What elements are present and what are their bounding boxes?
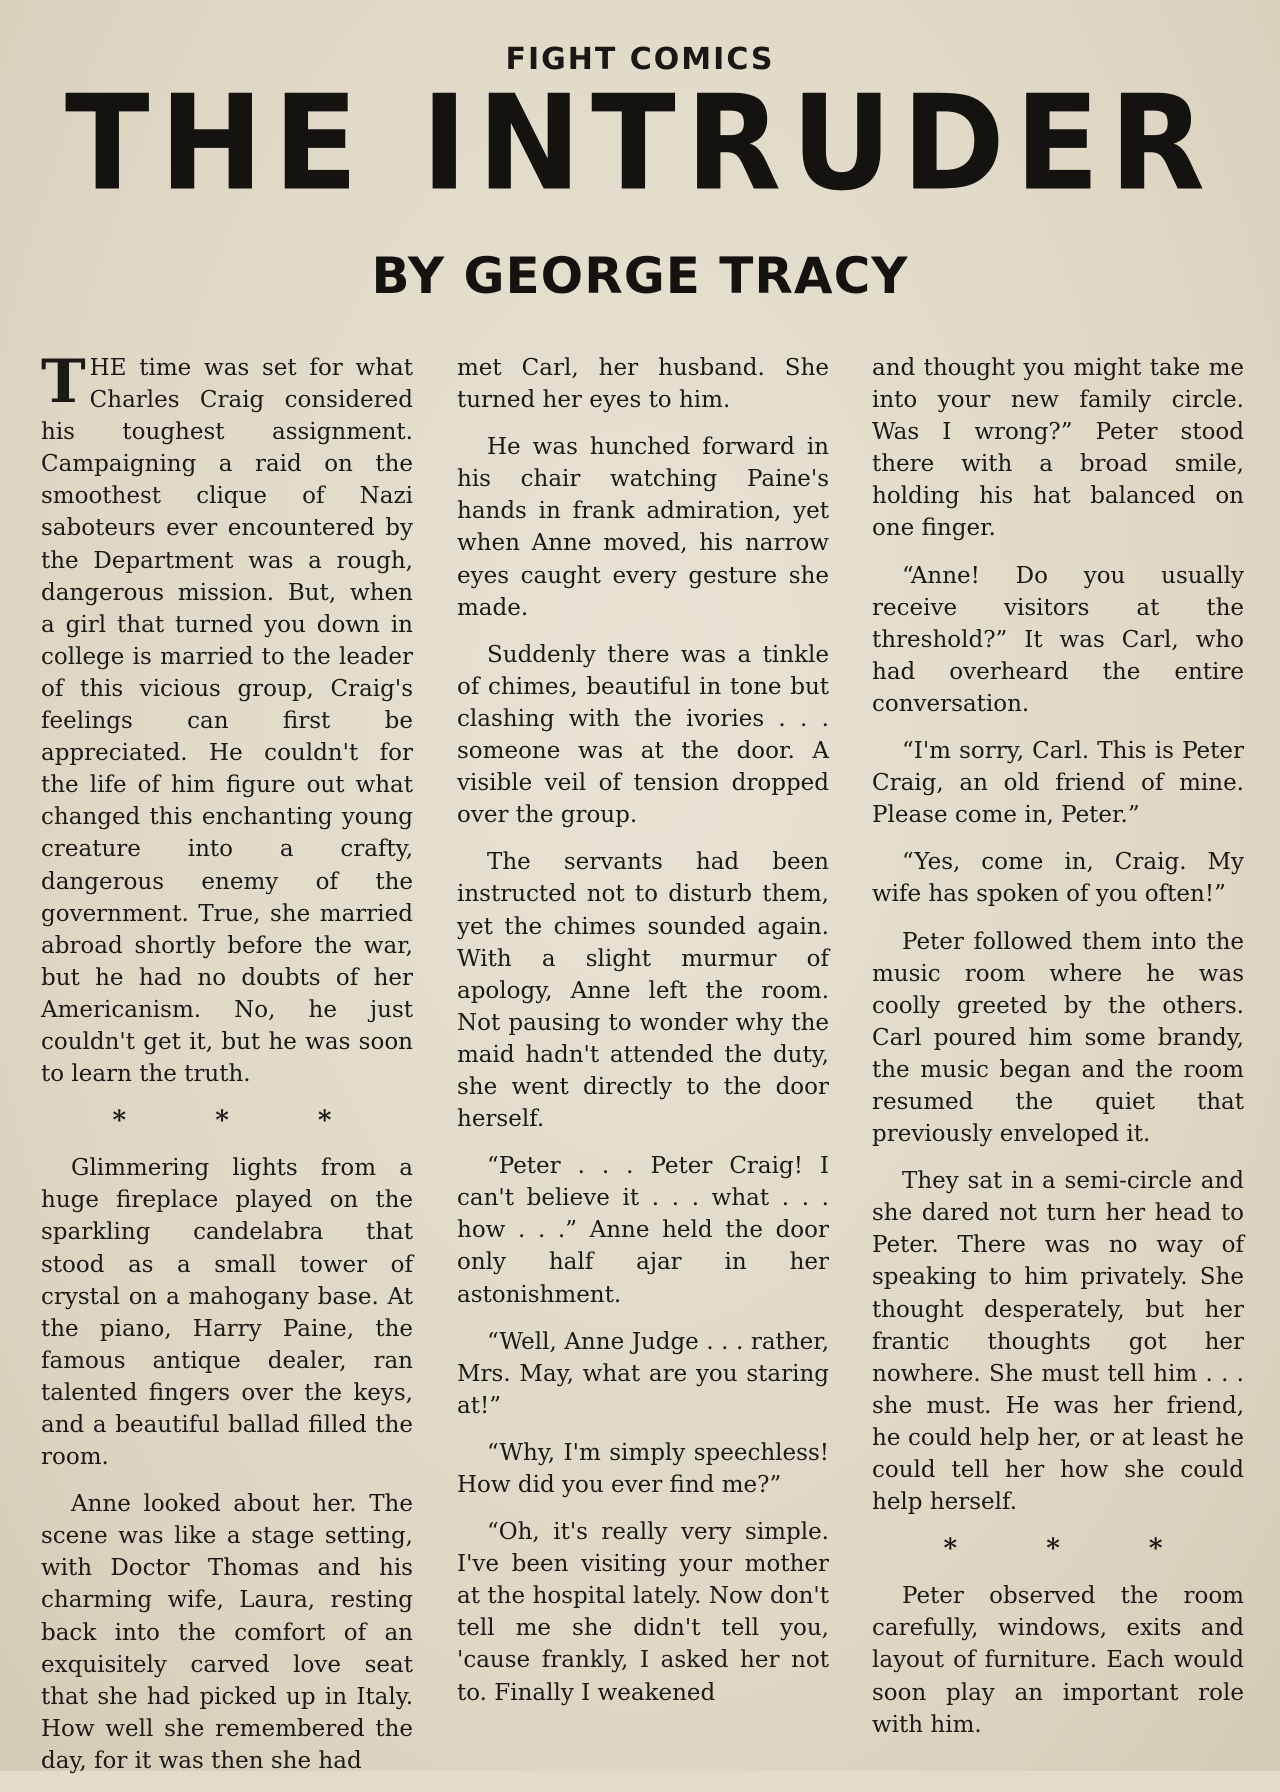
paragraph: “Anne! Do you usually receive visitors at the threshold?” It was Carl, who had overheard the entire conversation. [872,562,1244,717]
paragraph: met Carl, her husband. She turned her eyes to him. [457,355,829,414]
magazine-name: FIGHT COMICS [505,42,775,77]
paragraph: “Well, Anne Judge . . . rather, Mrs. May, what are you staring at!” [457,1328,829,1419]
paragraph [41,347,413,1090]
text-column-2 [457,352,829,1724]
paragraph: Anne looked about her. The scene was like a stage setting, with Doctor Thomas and his charming wife, Laura, resting back into the comfort of an exquisitely carved love seat that she had picked up in Italy. How well she remembered the day, for it was then she had [41,1491,413,1774]
text-column-3 [872,352,1244,1756]
paragraph: “Oh, it's really very simple. I've been visiting your mother at the hospital lately. Now don't tell me she didn't tell you, 'cause frankly, I asked her not to. Finally I weakened [457,1519,829,1706]
section-break: * * * [943,1534,1203,1565]
paragraph: “Yes, come in, Craig. My wife has spoken of you often!” [872,849,1244,908]
paragraph-text: HE time was set for what Charles Craig considered his toughest assignment. Campaigning a raid on the smoothest clique of Nazi saboteurs ever encountered by the Department was a rough, dangerous mission. But, when a girl that turned you down in college is married to the leader of this vicious group, Craig's feelings can first be appreciated. He couldn't for the life of him figure out what changed this enchanting young creature into a crafty, dangerous enemy of the government. True, she married abroad shortly before the war, but he had no doubts of her Americanism. No, he just couldn't get it, but he was soon to learn the truth. [41,355,413,1088]
story-title: THE INTRUDER [64,67,1216,221]
paragraph: Suddenly there was a tinkle of chimes, beautiful in tone but clashing with the ivories . . . someone was at the door. A visible veil of tension dropped over the group. [457,641,829,829]
drop-cap: T [41,347,86,417]
paragraph: “Why, I'm simply speechless! How did you ever find me?” [457,1439,829,1498]
paragraph: Peter observed the room carefully, windows, exits and layout of furniture. Each would soon play an important role with him. [872,1583,1244,1738]
paragraph: “Peter . . . Peter Craig! I can't believe it . . . what . . . how . . .” Anne held the door only half ajar in her astonishment. [457,1153,829,1308]
paragraph: and thought you might take me into your new family circle. Was I wrong?” Peter stood there with a broad smile, holding his hat balanced on one finger. [872,355,1244,542]
paragraph: Peter followed them into the music room where he was coolly greeted by the others. Carl poured him some brandy, the music began and the room resumed the quiet that previously enveloped it. [872,928,1244,1148]
byline: BY GEORGE TRACY [371,247,909,305]
paragraph: They sat in a semi-circle and she dared not turn her head to Peter. There was no way of speaking to him privately. She thought desperately, but her frantic thoughts got her nowhere. She must tell him . . . she must. He was her friend, he could help her, or at least he could tell her how she could help herself. [872,1168,1244,1516]
text-column-1 [41,347,413,1792]
section-break: * * * [112,1106,372,1137]
paragraph: The servants had been instructed not to disturb them, yet the chimes sounded again. With a slight murmur of apology, Anne left the room. Not pausing to wonder why the maid hadn't attended the duty, she went directly to the door herself. [457,849,829,1133]
paragraph: “I'm sorry, Carl. This is Peter Craig, an old friend of mine. Please come in, Peter.” [872,738,1244,829]
paragraph: Glimmering lights from a huge fireplace played on the sparkling candelabra that stood as a small tower of crystal on a mahogany base. At the piano, Harry Paine, the famous antique dealer, ran talented fingers over the keys, and a beautiful ballad filled the room. [41,1155,413,1471]
paragraph: He was hunched forward in his chair watching Paine's hands in frank admiration, yet when Anne moved, his narrow eyes caught every gesture she made. [457,434,829,621]
